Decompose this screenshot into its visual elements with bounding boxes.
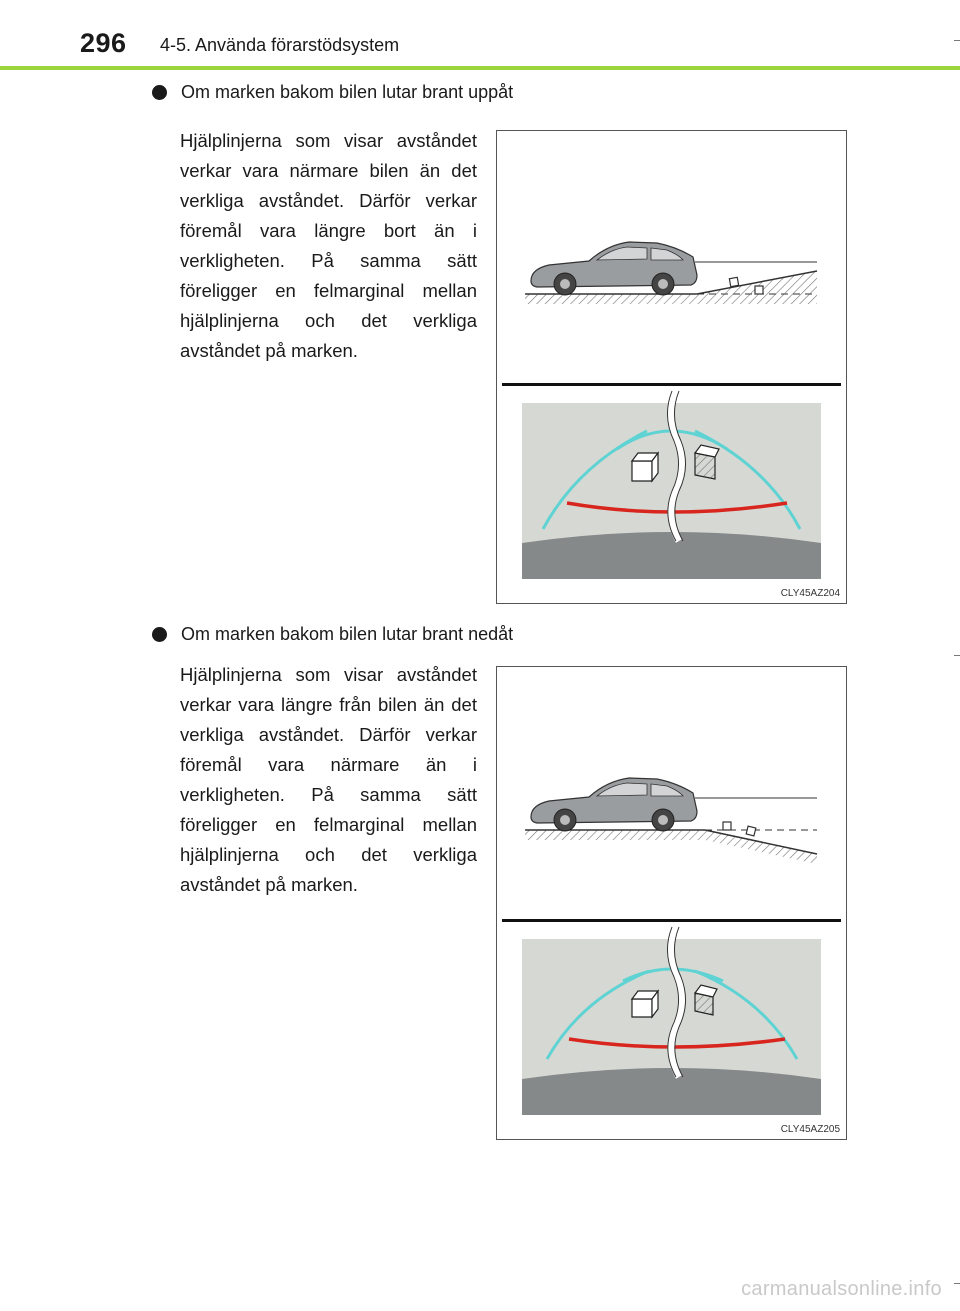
object-marker <box>723 822 731 830</box>
object-marker <box>746 826 756 836</box>
figure-uphill <box>496 130 847 604</box>
watermark: carmanualsonline.info <box>741 1278 942 1300</box>
bumper <box>522 1068 821 1115</box>
ground-hatch <box>525 830 705 840</box>
page-number: 296 <box>80 28 127 58</box>
ground-hatch <box>525 294 817 304</box>
uphill-illustration <box>497 131 846 603</box>
object-right <box>695 445 719 479</box>
downhill-illustration <box>497 667 846 1139</box>
crop-mark <box>954 1283 960 1284</box>
header-rule <box>0 66 960 70</box>
crop-mark <box>954 40 960 41</box>
bumper <box>522 532 821 579</box>
crop-mark <box>954 655 960 656</box>
bullet-icon <box>152 85 167 100</box>
object-marker <box>729 277 738 286</box>
figure-divider <box>502 383 841 386</box>
bullet-heading-uphill <box>152 82 513 103</box>
object-left <box>632 453 658 481</box>
bullet-icon <box>152 627 167 642</box>
bullet-heading-text: Om marken bakom bilen lutar brant uppåt <box>181 82 514 102</box>
camera-view <box>522 391 821 579</box>
section-title: 4-5. Använda förarstödsystem <box>160 35 400 55</box>
figure-code: CLY45AZ205 <box>780 1124 840 1135</box>
car-icon <box>531 778 697 831</box>
slope-hatch <box>705 830 817 864</box>
figure-downhill <box>496 666 847 1140</box>
figure-divider <box>502 919 841 922</box>
bullet-heading-downhill <box>152 624 513 645</box>
figure-code: CLY45AZ204 <box>780 588 840 599</box>
body-paragraph-uphill: Hjälplinjerna som visar avståndet verkar vara närmare bilen än det verkliga avståndet. Därför verkar föremål vara längre bort än i verkligheten. På samma sätt föreligger en felmarginal mellan hjälplinjerna och det verkliga avståndet på marken. <box>180 130 477 361</box>
object-marker <box>755 286 763 294</box>
object-left <box>632 991 658 1017</box>
bullet-heading-text: Om marken bakom bilen lutar brant nedåt <box>181 624 514 644</box>
body-paragraph-downhill: Hjälplinjerna som visar avståndet verkar vara längre från bilen än det verkliga avståndet. Därför verkar föremål vara närmare än i verkligheten. På samma sätt föreligger en felmarginal mellan hjälplinjerna och det verkliga avståndet på marken. <box>180 664 477 895</box>
car-icon <box>531 242 697 295</box>
camera-view <box>522 927 821 1115</box>
page-header <box>0 0 960 72</box>
